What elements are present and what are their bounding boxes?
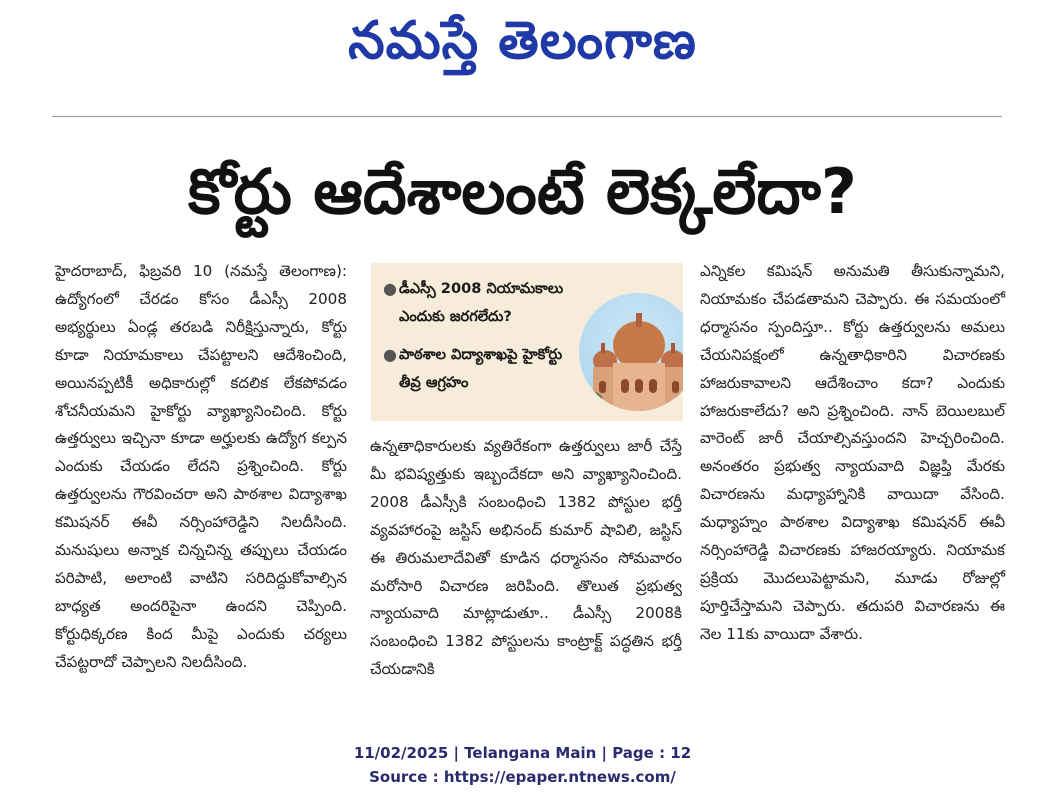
highlight-box [371, 263, 683, 421]
article-column-1: హైదరాబాద్, ఫిబ్రవరి 10 (నమస్తే తెలంగాణ): ఉద్యోగంలో చేరడం కోసం డీఎస్సీ 2008 అభ్యర్థులు ఏండ్ల తరబడి నిరీక్షిస్తున్నారు, కోర్టు కూడా నియామకాలు చేపట్టాలని ఆదేశించింది, అయినప్పటికీ అధికారుల్లో కదలిక లేకపోవడం శోచనీయమని హైకోర్టు వ్యాఖ్యానించింది. కోర్టు ఉత్తర్వులు ఇచ్చినా కూడా అర్హులకు ఉద్యోగ కల్పన ఎందుకు చేయడం లేదని ప్రశ్నించింది. కోర్టు ఉత్తర్వులను గౌరవించరా అని పాఠశాల విద్యాశాఖ కమిషనర్ ఈవీ నర్సింహారెడ్డిని నిలదీసింది. మనుషులు అన్నాక చిన్నచిన్న తప్పులు చేయడం పరిపాటి, అలాంటి వాటిని సరిదిద్దుకోవాల్సిన బాధ్యత అందరిపైనా ఉందని చెప్పింది. కోర్టుధిక్కరణ కింద మీపై ఎందుకు చర్యలు చేపట్టరాదో చెప్పాలని నిలదీసింది. [55, 262, 347, 671]
bullet-icon: ● [383, 279, 397, 298]
highlight-text: పాఠశాల విద్యాశాఖపై హైకోర్టు తీవ్ర ఆగ్రహం [399, 346, 563, 391]
high-court-building-icon [579, 293, 683, 411]
footer-edition-info: 11/02/2025 | Telangana Main | Page : 12 [353, 744, 692, 762]
highlight-item [383, 341, 583, 397]
high-court-photo [579, 293, 683, 411]
masthead-divider [52, 116, 1002, 117]
highlight-text: డీఎస్సీ 2008 నియామకాలు ఎందుకు జరగలేదు? [399, 280, 564, 325]
article-column-3: ఎన్నికల కమిషన్ అనుమతి తీసుకున్నామని, నియామకం చేపడతామని చెప్పారు. ఈ సమయంలో ధర్మాసనం స్పందిస్తూ.. కోర్టు ఉత్తర్వులను అమలు చేయనిపక్షంలో ఉన్నతాధికారిని విచారణకు హాజరుకావాలని ఆదేశించాం కదా? ఎందుకు హాజరుకాలేదు? అని ప్రశ్నించింది. నాన్ బెయిలబుల్ వారెంట్ జారీ చేయాల్సివస్తుందని హెచ్చరించింది. అనంతరం ప్రభుత్వ న్యాయవాది విజ్ఞప్తి మేరకు విచారణను మధ్యాహ్నానికి వాయిదా వేసింది. మధ్యాహ్నం పాఠశాల విద్యాశాఖ కమిషనర్ ఈవీ నర్సింహారెడ్డి విచారణకు హాజరయ్యారు. నియామక ప్రక్రియ మొదలుపెట్టామని, మూడు రోజుల్లో పూర్తిచేస్తామని చెప్పారు. తదుపరి విచారణను ఈ నెల 11కు వాయిదా వేశారు. [700, 262, 1005, 643]
footer-source-link[interactable]: Source : https://epaper.ntnews.com/ [369, 768, 676, 786]
masthead-logo: నమస్తే తెలంగాణ [348, 11, 697, 71]
highlight-item [383, 275, 583, 331]
bullet-icon: ● [383, 345, 397, 364]
page-title: కోర్టు ఆదేశాలంటే లెక్కలేదా? [188, 155, 857, 228]
article-column-2: ఉన్నతాధికారులకు వ్యతిరేకంగా ఉత్తర్వులు జారీ చేస్తే మీ భవిష్యత్తుకు ఇబ్బందేకదా అని వ్యాఖ్యానించింది. 2008 డీఎస్సీకి సంబంధించి 1382 పోస్టుల భర్తీ వ్యవహారంపై జస్టిస్ అభినంద్ కుమార్ షావిలి, జస్టిస్ ఈ తిరుమలాదేవితో కూడిన ధర్మాసనం సోమవారం మరోసారి విచారణ జరిపింది. తొలుత ప్రభుత్వ న్యాయవాది మాట్లాడుతూ.. డీఎస్సీ 2008కి సంబంధించి 1382 పోస్టులను కాంట్రాక్ట్ పద్ధతిన భర్తీ చేయడానికి [370, 437, 682, 679]
